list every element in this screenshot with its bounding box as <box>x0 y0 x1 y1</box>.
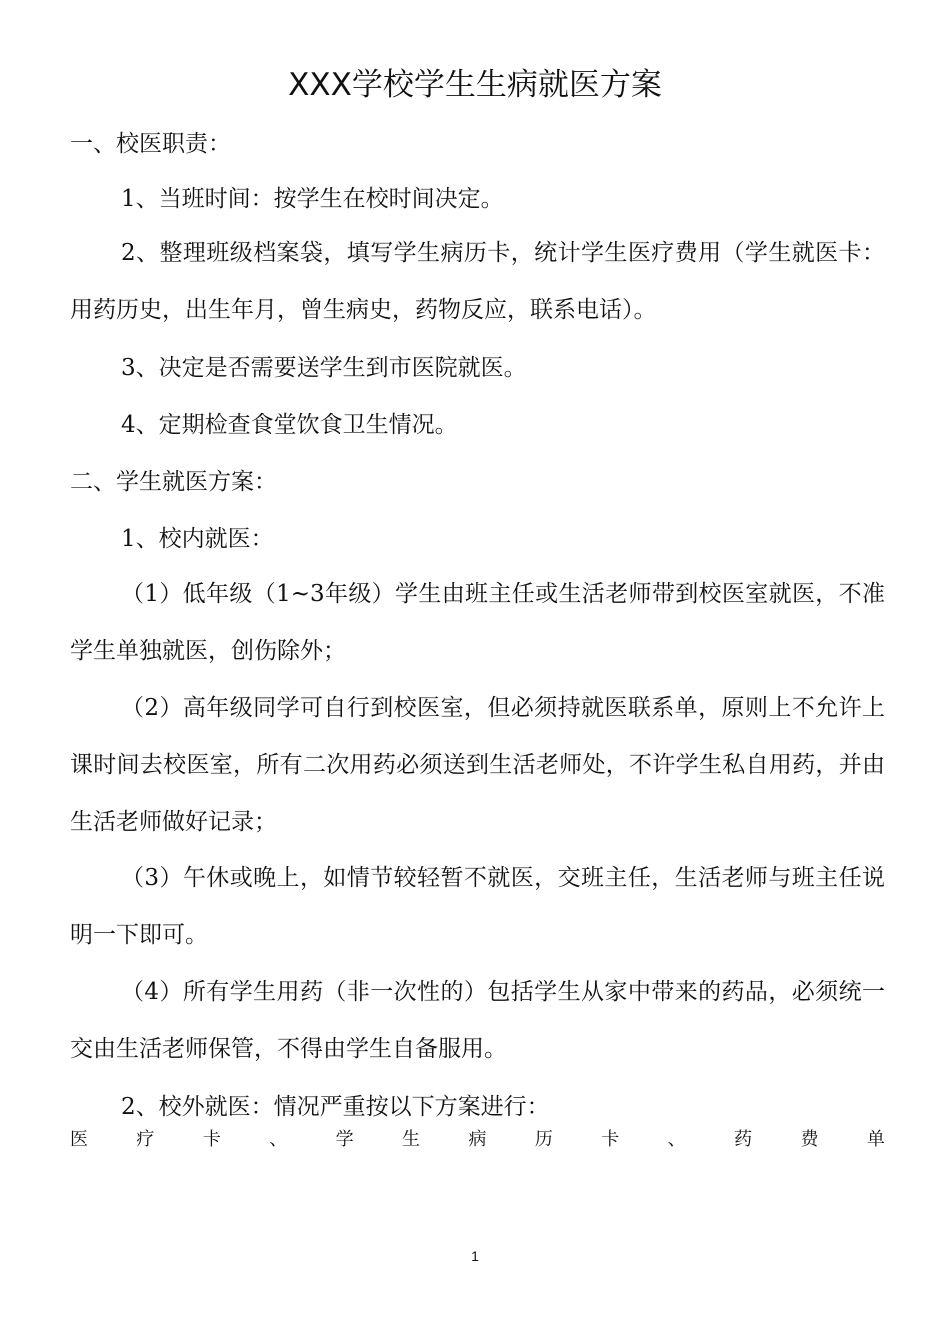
section1-heading: 一、校医职责： <box>70 131 231 157</box>
spread-char: 疗 <box>136 1129 155 1150</box>
page-number: 1 <box>471 1248 479 1264</box>
rule-paragraph-1: （1）低年级（1~3年级）学生由班主任或生活老师带到校医室就医，不准学生单独就医，创伤除外； <box>70 581 885 664</box>
section2-heading: 二、学生就医方案： <box>70 469 277 495</box>
duty-item-4: 4、定期检查食堂饮食卫生情况。 <box>121 412 458 438</box>
duty-item-3: 3、决定是否需要送学生到市医院就医。 <box>121 355 527 381</box>
duty-item-1: 1、当班时间：按学生在校时间决定。 <box>121 186 504 212</box>
rule-paragraph-4: （4）所有学生用药（非一次性的）包括学生从家中带来的药品，必须统一交由生活老师保管，不得由学生自备服用。 <box>70 979 885 1062</box>
spread-text-line <box>70 1125 885 1155</box>
rule-paragraph-2: （2）高年级同学可自行到校医室，但必须持就医联系单，原则上不允许上课时间去校医室，所有二次用药必须送到生活老师处，不许学生私自用药，并由生活老师做好记录； <box>70 695 885 835</box>
spread-char: 费 <box>800 1129 819 1150</box>
spread-char: 卡 <box>202 1129 221 1150</box>
spread-char: 药 <box>734 1129 753 1150</box>
subsection-off-campus: 2、校外就医：情况严重按以下方案进行： <box>121 1094 550 1120</box>
rule-paragraph-3: （3）午休或晚上，如情节较轻暂不就医，交班主任，生活老师与班主任说明一下即可。 <box>70 865 885 948</box>
spread-char: 病 <box>468 1129 487 1150</box>
spread-char: 、 <box>269 1129 288 1150</box>
subsection-on-campus: 1、校内就医： <box>121 526 274 552</box>
spread-char: 卡 <box>601 1129 620 1150</box>
spread-char: 单 <box>866 1129 885 1150</box>
spread-char: 学 <box>335 1129 354 1150</box>
spread-char: 生 <box>402 1129 421 1150</box>
spread-char: 医 <box>70 1129 88 1150</box>
spread-char: 、 <box>667 1129 686 1150</box>
spread-char: 历 <box>534 1129 553 1150</box>
duty-item-2: 2、整理班级档案袋，填写学生病历卡，统计学生医疗费用（学生就医卡：用药历史，出生年月，曾生病史，药物反应，联系电话）。 <box>70 240 885 323</box>
page-title: XXX学校学生生病就医方案 <box>288 67 662 103</box>
